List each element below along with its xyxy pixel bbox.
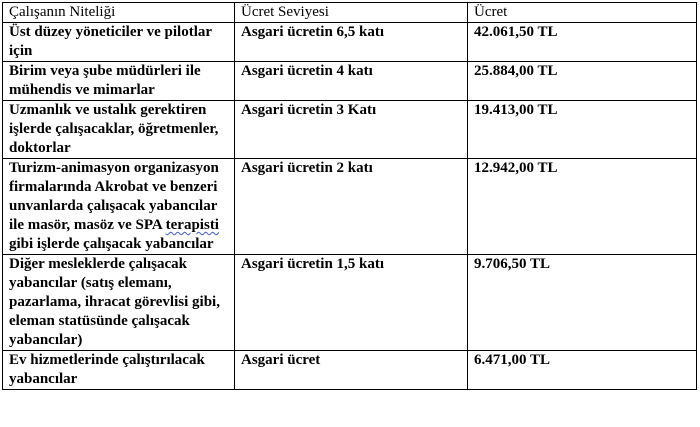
- cell-nitelik: Uzmanlık ve ustalık gerektiren işlerde çalışacaklar, öğretmenler, doktorlar: [3, 101, 235, 159]
- header-ucret: Ücret: [468, 3, 697, 23]
- table-row: [3, 255, 697, 351]
- cell-ucret: 42.061,50 TL: [468, 23, 697, 62]
- cell-seviye: Asgari ücretin 1,5 katı: [235, 255, 468, 351]
- table-row: [3, 62, 697, 101]
- header-row: [3, 3, 697, 23]
- cell-ucret: 9.706,50 TL: [468, 255, 697, 351]
- cell-ucret: 25.884,00 TL: [468, 62, 697, 101]
- spellcheck-word: terapisti: [165, 217, 219, 233]
- cell-nitelik: [3, 159, 235, 255]
- table-row: [3, 351, 697, 390]
- cell-seviye: Asgari ücretin 6,5 katı: [235, 23, 468, 62]
- cell-seviye: Asgari ücretin 3 Katı: [235, 101, 468, 159]
- cell-nitelik: Birim veya şube müdürleri ile mühendis ve mimarlar: [3, 62, 235, 101]
- table-header: [3, 3, 697, 23]
- cell-nitelik: Diğer mesleklerde çalışacak yabancılar (satış elemanı, pazarlama, ihracat görevlisi gibi, eleman statüsünde çalışacak yabancılar): [3, 255, 235, 351]
- nitelik-part-c: gibi işlerde çalışacak yabancılar: [9, 236, 214, 252]
- table-row: [3, 159, 697, 255]
- nitelik-part-a: Turizm-animasyon organizasyon firmalarında Akrobat ve benzeri unvanlarda çalışacak yabancılar ile masör, masöz ve SPA: [9, 160, 219, 233]
- header-nitelik: Çalışanın Niteliği: [3, 3, 235, 23]
- table-body: [3, 23, 697, 390]
- cell-ucret: 12.942,00 TL: [468, 159, 697, 255]
- cell-seviye: Asgari ücret: [235, 351, 468, 390]
- cell-ucret: 19.413,00 TL: [468, 101, 697, 159]
- cell-nitelik: Üst düzey yöneticiler ve pilotlar için: [3, 23, 235, 62]
- cell-seviye: Asgari ücretin 4 katı: [235, 62, 468, 101]
- wage-table: [2, 2, 697, 390]
- header-seviye: Ücret Seviyesi: [235, 3, 468, 23]
- cell-seviye: Asgari ücretin 2 katı: [235, 159, 468, 255]
- table-row: [3, 23, 697, 62]
- table-row: [3, 101, 697, 159]
- cell-ucret: 6.471,00 TL: [468, 351, 697, 390]
- cell-nitelik: Ev hizmetlerinde çalıştırılacak yabancılar: [3, 351, 235, 390]
